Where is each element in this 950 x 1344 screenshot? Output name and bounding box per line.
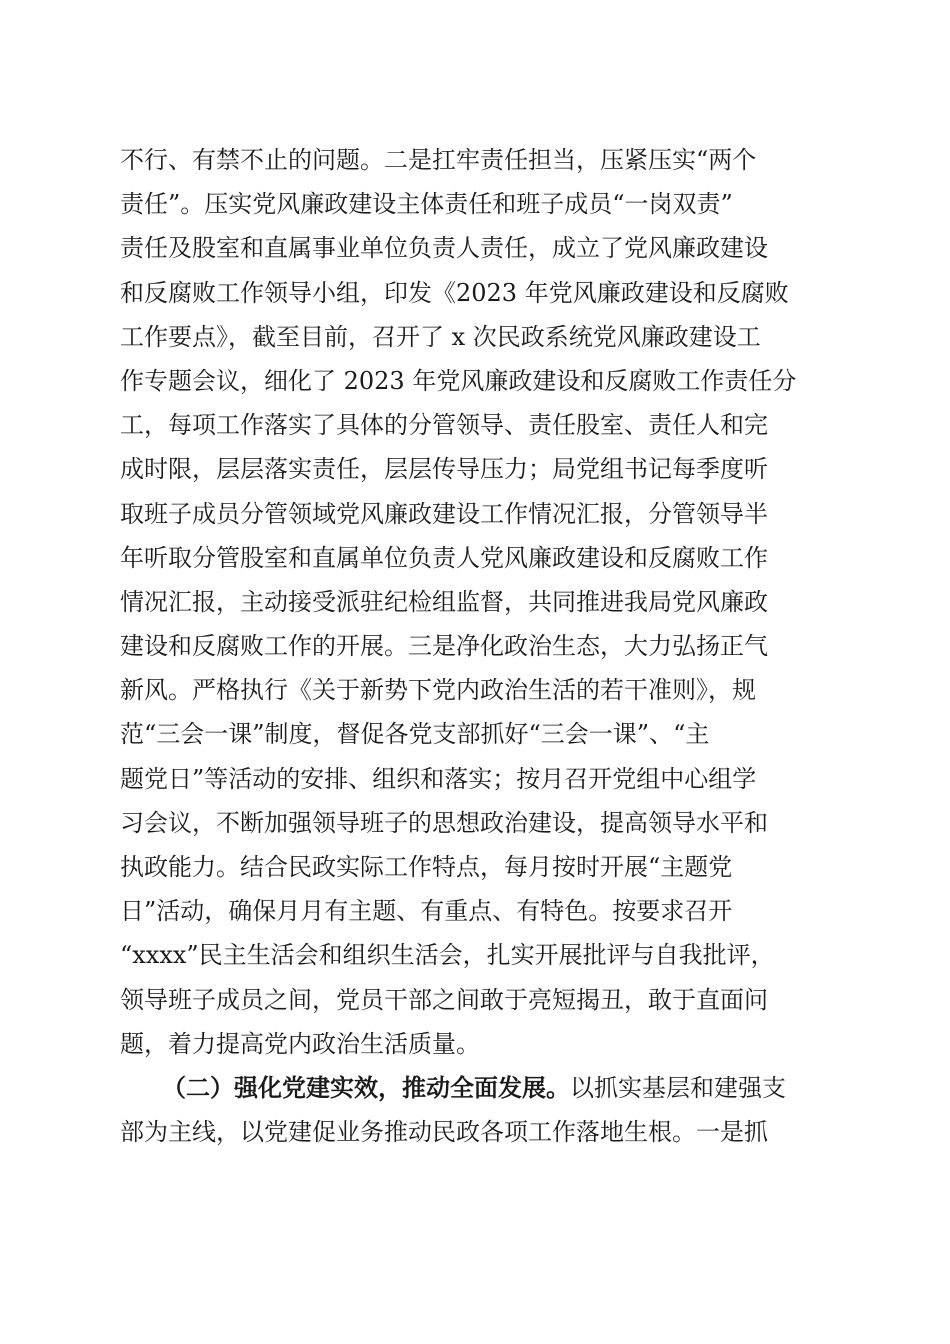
text-line: “xxxx”民主生活会和组织生活会，扎实开展批评与自我批评，	[120, 941, 775, 970]
text-line: 年听取分管股室和直属单位负责人党风廉政建设和反腐败工作	[120, 543, 768, 572]
text-line: 部为主线，以党建促业务推动民政各项工作落地生根。一是抓	[120, 1118, 768, 1147]
text-line: 题，着力提高党内政治生活质量。	[120, 1029, 480, 1058]
text-line: 情况汇报，主动接受派驻纪检组监督，共同推进我局党风廉政	[120, 587, 768, 616]
text-line: 不行、有禁不止的问题。二是扛牢责任担当，压紧压实“两个	[120, 146, 757, 174]
text-line: 题党日”等活动的安排、组织和落实；按月召开党组中心组学	[120, 764, 757, 793]
section-heading: （二）强化党建实效，推动全面发展。	[162, 1072, 570, 1102]
text-line: 责任及股室和直属事业单位负责人责任，成立了党风廉政建设	[120, 234, 768, 263]
text-line: 习会议，不断加强领导班子的思想政治建设，提高领导水平和	[120, 808, 768, 837]
body-text	[120, 138, 830, 1154]
text-line: 日”活动，确保月月有主题、有重点、有特色。按要求召开	[120, 897, 733, 926]
text-line: 工，每项工作落实了具体的分管领导、责任股室、责任人和完	[120, 411, 768, 440]
text-line: 范“三会一课”制度，督促各党支部抓好“三会一课”、“主	[120, 720, 710, 749]
text-line: 领导班子成员之间，党员干部之间敢于亮短揭丑，敢于直面问	[120, 985, 768, 1014]
text-line: 执政能力。结合民政实际工作特点，每月按时开展“主题党	[120, 853, 733, 881]
text-line: 和反腐败工作领导小组，印发《2023 年党风廉政建设和反腐败	[120, 278, 789, 307]
text-line: 责任”。压实党风廉政建设主体责任和班子成员“一岗双责”	[120, 190, 733, 219]
text-line: 新风。严格执行《关于新势下党内政治生活的若干准则》，规	[120, 676, 756, 705]
text-line: 取班子成员分管领域党风廉政建设工作情况汇报，分管领导半	[120, 499, 768, 528]
section-heading-line	[120, 1066, 830, 1110]
text-line: 工作要点》，截至目前，召开了 x 次民政系统党风廉政建设工	[120, 322, 761, 351]
section-text: 以抓实基层和建强支	[570, 1073, 786, 1102]
text-line: 作专题会议，细化了 2023 年党风廉政建设和反腐败工作责任分	[120, 366, 797, 395]
text-line: 成时限，层层落实责任，层层传导压力；局党组书记每季度听	[120, 455, 768, 484]
text-line: 建设和反腐败工作的开展。三是净化政治生态，大力弘扬正气	[120, 632, 768, 661]
